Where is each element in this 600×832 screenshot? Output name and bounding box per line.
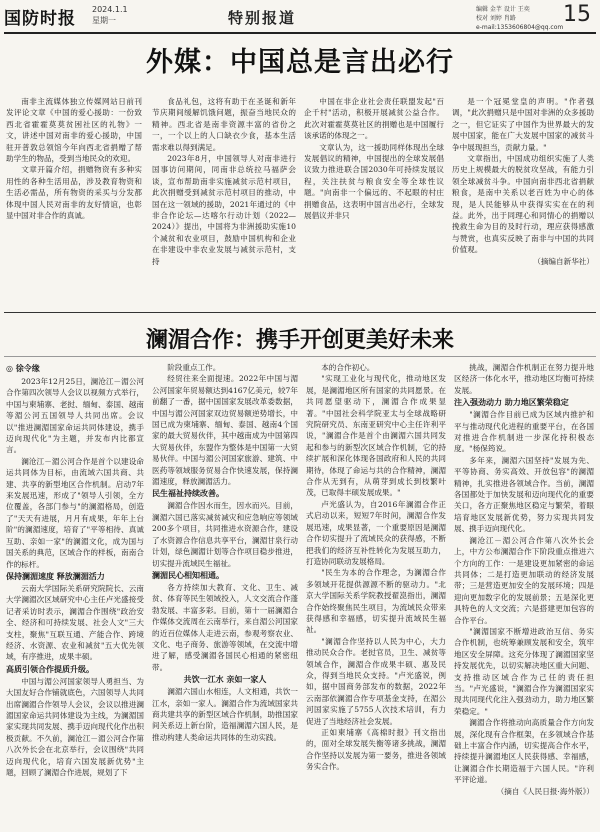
page-header <box>0 0 600 34</box>
article1-col2: 食品礼包，这将有助于在圣诞和新年节庆期间缓解饥饿问题，振奋当地民众的精神。西北省是南非资源丰富的省份之一，一个以上的人口缺衣少食，基本生活需求难以得到满足。 2023年8月，中国领导人对南非进行国事访问期间，同南非总统拉马福萨会谈，宣布帮助南非实施减贫示范村项目，此次捐赠受到减贫示范村项目的推动，中国在这一领域的援助，2021年通过的《中非合作论坛—达喀尔行动计划（2022—2024）》提出，中国将为非洲援助实施10个减贫和农业项目，鼓励中国机构和企业在非建设中非农业发展与减贫示范村，支持 <box>152 97 296 266</box>
article2-col4: 挑战，澜湄合作机制正在努力提升地区经济一体化水平，推动地区均衡可持续发展。 注入强劲动力 助力地区繁荣稳定 "澜湄合作目前已成为区域内推护和平与推动现代化进程的重要平台，在各国对推进合作机制进一步深化持积极态度。"杨保筠说。 多年来，澜湄六国坚持"发展为先、平等协商、务实高效、开放包容"的澜湄精神，扎实推进各领域合作。当前，澜湄各国都处于加快发展和迈向现代化的重要关口，各方正聚焦地区稳定与繁荣，着眼培育地区发展新优势，努力实现共同发展、携手迈向现代化。 澜沧江－湄公河合作第八次外长会上，中方公布澜湄合作下阶段重点推进六个方向的工作：一是建设更加紧密的命运共同体；二是打造更加联动的经济发展带；三是营造更加安全的发展环境；四是迎向更加数字化的发展前景；五是深化更具特色的人文交流；六是搭建更加包容的合作平台。 "澜湄国家不断增进政治互信、务实合作机制，也统筹兼顾发展和安全，筑牢地区安全屏障。这充分体现了澜湄国家坚持发展优先，以切实解决地区重大问题、支持推动区域合作为己任的责任担当。"卢光盛说，"澜湄合作为澜湄国家实现共同现代化注入强劲动力，助力地区繁荣稳定。" 澜湄合作将推动向高质量合作方向发展，深化现有合作框架，在多领域合作基础上丰富合作内涵，切实提高合作水平，持续提升澜湄地区人民获得感、幸福感，让澜湄合作长期造福于六国人民。"许利平评论道。 （摘自《人民日报·海外版》） <box>454 363 594 796</box>
article1-col3: 中国在非企业社会责任联盟发起"百企千村"活动，积极开展减贫公益合作。此次对霍霍莫莫社区的捐赠也是中国履行该承诺的体现之一。 文章认为，这一援助同样体现出全球发展倡议的精神，中国提出的全球发展倡议致力推进联合国2030年可持续发展议程，关注扶贫与粮食安全等全球性议题。"向南非一个偏远的、不起眼的村庄捐赠食品，这表明中国言出必行，全球发展倡议并非只 <box>304 97 444 221</box>
subheading: 澜湄民心相知相通。 <box>152 570 224 580</box>
page-number: 15 <box>563 2 591 27</box>
issue-date <box>92 4 128 26</box>
article2-source: （摘自《人民日报·海外版》） <box>496 786 594 796</box>
byline: ◎ 徐令缘 <box>6 364 40 373</box>
subheading: 高质引领合作提质升级。 <box>6 664 94 674</box>
email: e-mail:1353606804@qq.com <box>476 24 564 31</box>
article2-headline: 澜湄合作：携手开创更美好未来 <box>145 328 454 353</box>
article2-col2: 阶段重点工作。 经贸往来全面提速。2022年中国与湄公河国家年贸易额达到4167亿美元，较7年前翻了一番，据中国国家发展改革委数据，中国与湄公河国家双边贸易额逆势增长，中国已成为柬埔寨、缅甸、泰国、越南4个国家的最大贸易伙伴，其中越南成为中国第四大贸易伙伴，东盟作为整体是中国第一大贸易伙伴。中国与湄公河国家旅游、建筑、中医药等领域服务贸易合作快速发展，保持澜湄速度，释放澜湄活力。 民生福祉持续改善。 澜湄合作因水而生，因水而兴。目前，澜湄六国已落实减贫减灾和应急响应等领域200多个项目，共同推进水资源合作，建设了水资源合作信息共享平台，澜湄甘泉行动计划，绿色澜湄计划等合作项目稳步推进，切实提升流域民生福祉。 澜湄民心相知相通。 各方持续加大教育、文化、卫生、减贫、体育等民生领域投入，人文交流合作蓬勃发展、丰富多彩。目前，第十一届澜湄合作媒体交流周在云南举行，来自湄公河国家的近百位媒体人走进云南，参观考察农业、文化、电子商务、旅游等领域，在交流中增进了解，感受澜湄各国民心相通的紧密纽带。 共饮一江水 亲如一家人 澜湄六国山水相连，人文相通，共饮一江水，亲如一家人。澜湄合作为流域国家共商共建共享的新型区域合作机制，助推国家间关系迈上新台阶，造福澜湄六国人民，是推动构建人类命运共同体的生动实践。 <box>152 363 298 742</box>
article1-source: （摘编自新华社） <box>533 256 594 266</box>
newspaper-logo: 国防时报 <box>4 8 76 29</box>
weekday: 星期一 <box>92 16 116 25</box>
header-rule <box>4 32 596 34</box>
article1-col4: 是一个冠冕堂皇的声明。"作者强调，"此次捐赠只是中国对非洲的众多援助之一，但它证实了中国作为世界最大的发展中国家，能在广大发展中国家的减贫斗争中展现担当，贡献力量。" 文章指出，中国成功组织实施了人类历史上规模最大的脱贫攻坚战，有能力引领全球减贫斗争。中国向南非西北省捐献粮食，是南中关系以老百姓为中心的体现，是人民能够从中获得实实在在的利益。此外，出于同理心和同情心的捐赠以挽救生命为目的及时行动，理应获得感激与赞赏，也真实反映了南非与中国的共同价值观。 （摘编自新华社） <box>452 97 594 266</box>
article-divider <box>4 312 596 313</box>
date: 2024.1.1 <box>92 5 128 14</box>
subheading: 民生福祉持续改善。 <box>152 489 224 499</box>
editor-credits: 编辑 金芊 设计 王奕 校对 刘婷 肖路 e-mail:1353606804@qq.com <box>476 6 564 31</box>
subheading: 保持澜湄速度 释放澜湄活力 <box>6 571 105 581</box>
article2-col3: 本的合作初心。 "实现工业化与现代化，推动地区发展，是澜湄地区所有国家的共同愿景。在共同愿望驱动下，澜湄合作成果显著。"中国社会科学院亚太与全球战略研究院研究员、东南亚研究中心主任许利平说，"澜湄合作是首个由澜湄六国共同发起和参与的新型次区域合作机制，它的持续扩展和深化体现各国政府和人民的共同期待，体现了命运与共的合作精神，澜湄合作从无到有，从萌芽到成长到枝繁叶茂，已取得丰硕发展成果。" 卢光盛认为，自2016年澜湄合作正式启动以来，短短7年时间，澜湄合作发展迅速，成果显著，一个重要原因是澜湄合作切实提升了流域民众的获得感，不断把我们的经济互补性转化为发展互助力，打造协同联动发展格局。 "民生为本的合作理念，为澜湄合作多领域开花提供源源不断的驱动力。"北京大学国际关系学院教授翟崑指出，澜湄合作始终聚焦民生项目，为流域民众带来获得感和幸福感，切实提升流域民生福祉。 "澜湄合作坚持以人民为中心，大力推动民众合作。老挝官员，卫生、减贫等领域合作，澜湄合作成果丰硕、惠及民众，得到当地民众支持。"卢光盛说，例如，据中国商务部发布的数据，2022年云南部依澜湄合作专项基金支持，在湄公河国家实施了5755人次技术培训，有力促进了当地经济社会发展。 正如柬埔寨《高棉时报》刊文指出的，面对全球发展失衡等诸多挑战，澜湄合作坚持以发展为第一要务，推进各领域务实合作。 <box>306 363 446 772</box>
article2-col1: ◎ 徐令缘 2023年12月25日，澜沧江－湄公河合作第四次领导人会议以视频方式举行，中国与柬埔寨、老挝、缅甸、泰国、越南等湄公河五国领导人共同出席。会议以"推进澜湄国家命运共同体建设，携手迈向现代化"为主题，并发布内比都宣言。 澜沧江－湄公河合作是首个以建设命运共同体为目标，由流域六国共商、共建、共享的新型地区合作机制。启动7年来发展迅速，形成了"领导人引领，全方位覆盖，各部门参与"的澜湄格局，创造了"天天有进展，月月有成果，年年上台阶"的澜湄速度，培育了"平等相待、真诚互助、亲如一家"的澜湄文化，成为国与国关系的典范，区域合作的样板，南南合作的标杆。 保持澜湄速度 释放澜湄活力 云南大学国际关系研究院院长、云南大学澜湄次区域研究中心主任卢光盛接受记者采访时表示，澜湄合作围绕"政治安全、经济和可持续发展、社会人文"三大支柱，聚焦"互联互通、产能合作、跨境经济、水资源、农业和减贫"五大优先领域，有序推进，成果丰硕。 高质引领合作提质升级。 中国与湄公河国家领导人勇担当、为大国友好合作铺就底色，六国领导人共同出席澜湄合作领导人会议，会议以推进澜湄国家命运共同体建设为主线，为澜湄国家实现共同发展、携手迈向现代化作出积极贡献。不久前，澜沧江－湄公河合作第八次外长会在北京举行，会议围绕"共同迈向现代化，培育六国发展新优势"主题，回顾了澜湄合作进展，规划了下 <box>6 364 144 777</box>
headline-underline <box>4 356 596 357</box>
article1-col1: 南非主流媒体独立传媒网站日前刊发评论文章《中国的爱心援助：一份致西北省霍霍莫莫贫困社区的礼物》一文，讲述中国对南非的爱心援助，中国驻开普敦总领馆今年向西北省捐赠了帮助学生的物品，受到当地民众的欢迎。 文章开篇介绍，捐赠物资有多种实用性的各种生活用品，涉及教育物资和生活必需品，所有物资的采买与分发都体现中国人民对南非的友好情谊，也彰显中国对非合作的真诚。 <box>6 97 142 221</box>
subheading: 共饮一江水 亲如一家人 <box>183 675 267 685</box>
section-title: 特别报道 <box>228 9 297 27</box>
subheading: 注入强劲动力 助力地区繁荣稳定 <box>454 398 569 408</box>
article1-headline: 外媒：中国总是言出必行 <box>146 47 454 78</box>
